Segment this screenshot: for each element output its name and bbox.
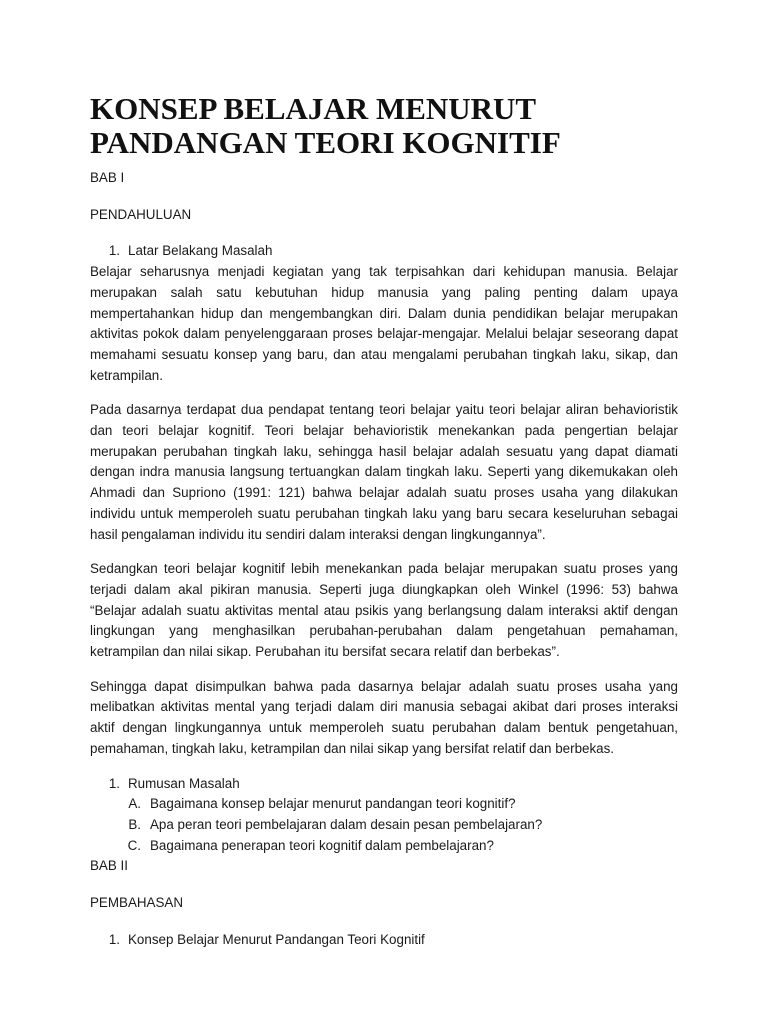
section-title: Konsep Belajar Menurut Pandangan Teori Kognitif — [128, 931, 425, 947]
section-konsep-belajar — [90, 930, 678, 951]
section-rumusan-masalah — [90, 774, 678, 795]
paragraph-1: Belajar seharusnya menjadi kegiatan yang tak terpisahkan dari kehidupan manusia. Belajar merupakan salah satu kebutuhan hidup manusia yang paling penting dalam upaya mempertahankan hidup dan mengembangkan diri. Dalam dunia pendidikan belajar merupakan aktivitas pokok dalam penyelenggaraan proses belajar-mengajar. Melalui belajar seseorang dapat memahami sesuatu konsep yang baru, dan atau mengalami perubahan tingkah laku, sikap, dan ketrampilan. — [90, 264, 678, 383]
list-item-text: Bagaimana penerapan teori kognitif dalam pembelajaran? — [150, 837, 494, 853]
bab2-label: BAB II — [90, 858, 128, 874]
section-title: Latar Belakang Masalah — [128, 243, 273, 259]
title-line-2: PANDANGAN TEORI KOGNITIF — [90, 125, 561, 160]
list-letter: A. — [128, 796, 141, 812]
paragraph-4: Sehingga dapat disimpulkan bahwa pada dasarnya belajar adalah suatu proses usaha yang melibatkan aktivitas mental yang terjadi dalam diri manusia sebagai akibat dari proses interaksi aktif dengan lingkungannya untuk memperoleh suatu perubahan dalam bentuk pengetahuan, pemahaman, tingkah laku, ketrampilan dan nilai sikap yang bersifat relatif dan berbekas. — [90, 678, 678, 756]
section-title: Rumusan Masalah — [128, 775, 240, 791]
list-number: 1. — [108, 243, 120, 259]
list-item-text: Bagaimana konsep belajar menurut pandangan teori kognitif? — [150, 796, 516, 812]
document-page — [90, 92, 678, 951]
bab2-heading: PEMBAHASAN — [90, 895, 184, 911]
list-letter: C. — [127, 837, 141, 853]
section-latar-belakang — [90, 241, 678, 262]
list-item — [90, 794, 678, 815]
title-line-1: KONSEP BELAJAR MENURUT — [90, 91, 537, 126]
document-title — [90, 92, 678, 160]
list-item — [90, 836, 678, 857]
paragraph-2: Pada dasarnya terdapat dua pendapat tentang teori belajar yaitu teori belajar aliran behavioristik dan teori belajar kognitif. Teori belajar behavioristik menekankan pada pengertian belajar merupakan perubahan tingkah laku, sehingga hasil belajar adalah sesuatu yang dapat diamati dengan indra manusia langsung tertuangkan dalam tingkah laku. Seperti yang dikemukakan oleh Ahmadi dan Supriono (1991: 121) bahwa belajar adalah suatu proses usaha yang dilakukan individu untuk memperoleh suatu perubahan tingkah laku yang baru secara keseluruhan sebagai hasil pengalaman individu itu sendiri dalam interaksi dengan lingkungannya”. — [90, 402, 678, 542]
list-number: 1. — [108, 931, 120, 947]
list-number: 1. — [108, 775, 120, 791]
paragraph-3: Sedangkan teori belajar kognitif lebih menekankan pada belajar merupakan suatu proses yang terjadi dalam akal pikiran manusia. Seperti juga diungkapkan oleh Winkel (1996: 53) bahwa “Belajar adalah suatu aktivitas mental atau psikis yang berlangsung dalam interaksi aktif dengan lingkungan yang menghasilkan perubahan-perubahan dalam pengetahuan pemahaman, ketrampilan dan nilai sikap. Perubahan itu bersifat secara relatif dan berbekas”. — [90, 561, 678, 660]
list-item — [90, 815, 678, 836]
list-letter: B. — [128, 816, 141, 832]
bab1-label: BAB I — [90, 170, 125, 185]
list-item-text: Apa peran teori pembelajaran dalam desain pesan pembelajaran? — [150, 816, 543, 832]
bab1-heading: PENDAHULUAN — [90, 206, 192, 222]
